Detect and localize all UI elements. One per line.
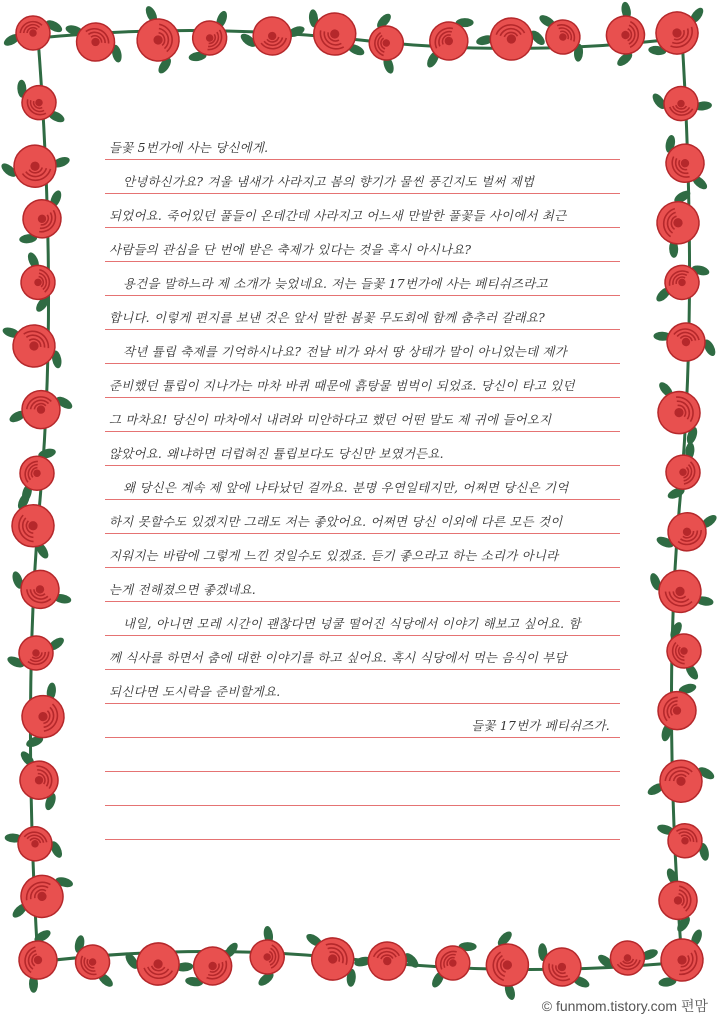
rose-icon xyxy=(652,374,707,451)
letter-line-text: 안녕하신가요? 겨울 냄새가 사라지고 봄의 향기가 물씬 풍긴지도 벌써 제법 xyxy=(123,174,535,189)
rose-icon xyxy=(411,8,487,75)
rose-icon xyxy=(0,139,73,193)
letter-line-empty xyxy=(105,772,620,806)
rose-icon xyxy=(67,927,119,997)
letter-line-empty xyxy=(105,738,620,772)
letter-line-text: 용건을 말하느라 제 소개가 늦었네요. 저는 들꽃 17번가에 사는 페티쉬즈라고 xyxy=(123,276,548,291)
letter-line xyxy=(105,568,620,602)
letter-line xyxy=(105,670,620,704)
letter-line xyxy=(105,364,620,398)
rose-icon xyxy=(363,9,409,77)
rose-icon xyxy=(0,813,70,875)
letter-line xyxy=(105,500,620,534)
letter-line-text: 되었어요. 죽어있던 풀들이 온데간데 사라지고 어느새 만발한 풀꽃들 사이에서 최근 xyxy=(109,208,567,223)
rose-icon xyxy=(237,13,308,60)
rose-icon xyxy=(135,4,182,77)
letter-line-text: 작년 튤립 축제를 기억하시나요? 전날 비가 와서 땅 상태가 말이 아니었는데 제가 xyxy=(123,344,567,359)
letter-line xyxy=(105,636,620,670)
rose-icon xyxy=(3,439,71,507)
rose-icon xyxy=(596,0,654,73)
letter-line-text: 되신다면 도시락을 준비할게요. xyxy=(109,684,281,699)
letter-line-text: 지워지는 바람에 그렇게 느낀 것일수도 있겠죠. 듣기 좋으라고 하는 소리가 아니라 xyxy=(109,548,559,563)
letter-line-text: 준비했던 튤립이 지나가는 마차 바퀴 때문에 흙탕물 범벅이 되었죠. 당신이 타고 있던 xyxy=(109,378,575,393)
rose-icon xyxy=(472,9,551,69)
rose-icon xyxy=(3,553,78,625)
copyright-credit: © funmom.tistory.com 편맘 xyxy=(541,998,708,1014)
rose-icon xyxy=(640,553,720,630)
letter-signature: 들꽃 17번가 페티쉬즈가. xyxy=(471,718,610,733)
rose-icon xyxy=(297,0,372,75)
rose-icon xyxy=(652,509,720,555)
letter-line xyxy=(105,398,620,432)
rose-icon xyxy=(646,760,717,803)
rose-icon xyxy=(479,926,536,1000)
letter-line xyxy=(105,432,620,466)
letter-line xyxy=(105,160,620,194)
rose-icon xyxy=(528,929,596,1000)
rose-icon xyxy=(59,5,132,79)
rose-icon xyxy=(3,633,68,673)
rose-icon xyxy=(648,258,717,307)
letter-line-empty xyxy=(105,806,620,840)
rose-icon xyxy=(11,490,55,562)
letter-line-text: 는게 전해졌으면 좋겠네요. xyxy=(109,582,256,597)
letter-line xyxy=(105,228,620,262)
rose-icon xyxy=(0,306,73,386)
letter-line xyxy=(105,330,620,364)
rose-icon xyxy=(646,75,717,131)
rose-icon xyxy=(117,930,198,998)
letter-line xyxy=(105,262,620,296)
letter-line-text: 합니다. 이렇게 편지를 보낸 것은 앞서 말한 봄꽃 무도회에 함께 춤추러 갈래요? xyxy=(109,310,545,325)
rose-icon xyxy=(640,674,713,748)
letter-line-text: 하지 못할수도 있겠지만 그래도 저는 좋았어요. 어쩌면 당신 이외에 다른 모든 것이 xyxy=(109,514,563,529)
letter-line-text: 그 마차요! 당신이 마차에서 내려와 미안하다고 했던 어떤 말도 제 귀에 들어오지 xyxy=(109,412,552,427)
letter-signature-line xyxy=(105,704,620,738)
letter-line xyxy=(105,466,620,500)
rose-icon xyxy=(175,5,245,70)
letter-line xyxy=(105,126,620,160)
rose-icon xyxy=(2,16,64,50)
letter-line-text: 께 식사를 하면서 춤에 대한 이야기를 하고 싶어요. 혹시 식당에서 먹는 음식이 부담 xyxy=(109,650,567,665)
rose-icon xyxy=(594,936,661,979)
letter-line xyxy=(105,602,620,636)
rose-icon xyxy=(350,933,424,989)
rose-icon xyxy=(4,184,80,254)
rose-icon xyxy=(643,182,713,264)
letter-line xyxy=(105,194,620,228)
rose-icon xyxy=(7,389,74,429)
rose-icon xyxy=(18,250,58,315)
rose-icon xyxy=(3,868,81,926)
rose-icon xyxy=(656,126,713,201)
letter-line-text: 사람들의 관심을 단 번에 받은 축제가 있다는 것을 혹시 아시나요? xyxy=(109,242,472,257)
rose-icon xyxy=(15,744,64,816)
letter-line xyxy=(105,296,620,330)
rose-icon xyxy=(417,933,488,993)
rose-icon xyxy=(652,806,719,875)
rose-icon xyxy=(648,308,720,375)
letter-line-text: 들꽃 5번가에 사는 당신에게. xyxy=(109,140,269,155)
rose-icon xyxy=(637,0,718,66)
rose-icon xyxy=(240,922,294,992)
letter-line-text: 내일, 아니면 모레 시간이 괜찮다면 넝쿨 떨어진 식당에서 이야기 해보고 싶어요. 함 xyxy=(123,616,581,631)
letter-paper xyxy=(105,126,620,840)
letter-line-text: 않았어요. 왜냐하면 더럽혀진 튤립보다도 당신만 보였거든요. xyxy=(109,446,444,461)
rose-icon xyxy=(5,676,81,757)
rose-icon xyxy=(8,67,70,138)
letter-line xyxy=(105,534,620,568)
letter-line-text: 왜 당신은 계속 제 앞에 나타났던 걸까요. 분명 우연일테지만, 어쩌면 당신은 기억 xyxy=(123,480,569,495)
